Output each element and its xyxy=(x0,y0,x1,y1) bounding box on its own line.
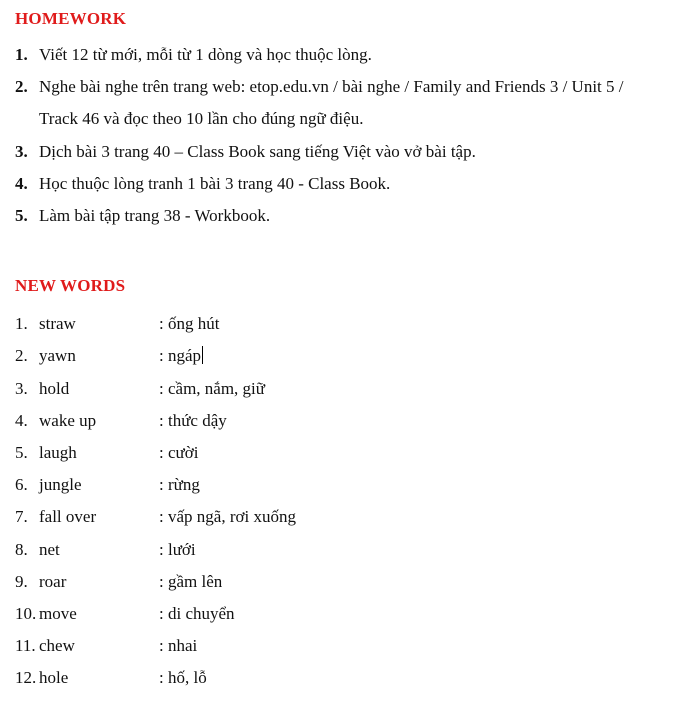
word-meaning: : ngáp xyxy=(159,346,202,365)
word-term: fall over xyxy=(39,507,97,526)
word-number: 12. xyxy=(15,668,37,687)
word-term: jungle xyxy=(39,475,82,494)
homework-item-number: 1. xyxy=(15,45,28,64)
homework-item-number: 5. xyxy=(15,206,28,225)
word-number: 5. xyxy=(15,443,28,462)
word-term: net xyxy=(39,540,60,559)
homework-item-text: Làm bài tập trang 38 - Workbook. xyxy=(39,206,271,225)
word-term: roar xyxy=(39,572,67,591)
word-meaning: : cười xyxy=(159,443,199,462)
homework-item-number: 2. xyxy=(15,77,28,96)
word-number: 4. xyxy=(15,411,28,430)
word-term: straw xyxy=(39,314,76,333)
word-term: move xyxy=(39,604,77,623)
word-number: 9. xyxy=(15,572,28,591)
word-term: yawn xyxy=(39,346,76,365)
word-number: 10. xyxy=(15,604,37,623)
homework-item-text: Nghe bài nghe trên trang web: etop.edu.vn / bài nghe / Family and Friends 3 / Unit 5 / xyxy=(39,77,624,96)
word-meaning: : nhai xyxy=(159,636,198,655)
word-meaning: : gầm lên xyxy=(159,572,223,591)
word-number: 2. xyxy=(15,346,28,365)
word-meaning: : hố, lỗ xyxy=(159,668,207,687)
word-term: hole xyxy=(39,668,69,687)
word-term: laugh xyxy=(39,443,77,462)
homework-item-number: 4. xyxy=(15,174,28,193)
word-meaning: : di chuyển xyxy=(159,604,235,623)
word-number: 7. xyxy=(15,507,28,526)
word-number: 1. xyxy=(15,314,28,333)
word-term: wake up xyxy=(39,411,97,430)
word-meaning: : ống hút xyxy=(159,314,220,333)
homework-item-text: Viết 12 từ mới, mỗi từ 1 dòng và học thuộc lòng. xyxy=(39,45,372,64)
word-number: 11. xyxy=(15,636,36,655)
new-words-heading: NEW WORDS xyxy=(15,276,126,295)
word-meaning: : thức dậy xyxy=(159,411,227,430)
word-meaning: : vấp ngã, rơi xuống xyxy=(159,507,296,526)
word-number: 8. xyxy=(15,540,28,559)
word-meaning: : cầm, nắm, giữ xyxy=(159,379,265,398)
word-number: 6. xyxy=(15,475,28,494)
homework-item-text: Track 46 và đọc theo 10 lần cho đúng ngữ điệu. xyxy=(39,109,364,128)
text-caret xyxy=(202,346,203,364)
word-number: 3. xyxy=(15,379,28,398)
homework-item-text: Dịch bài 3 trang 40 – Class Book sang tiếng Việt vào vở bài tập. xyxy=(39,142,476,161)
homework-item-number: 3. xyxy=(15,142,28,161)
word-term: hold xyxy=(39,379,70,398)
homework-item-text: Học thuộc lòng tranh 1 bài 3 trang 40 - Class Book. xyxy=(39,174,391,193)
word-meaning: : lưới xyxy=(159,540,196,559)
word-meaning-with-caret xyxy=(159,346,203,366)
homework-heading: HOMEWORK xyxy=(15,9,127,28)
word-term: chew xyxy=(39,636,75,655)
word-meaning: : rừng xyxy=(159,475,200,494)
